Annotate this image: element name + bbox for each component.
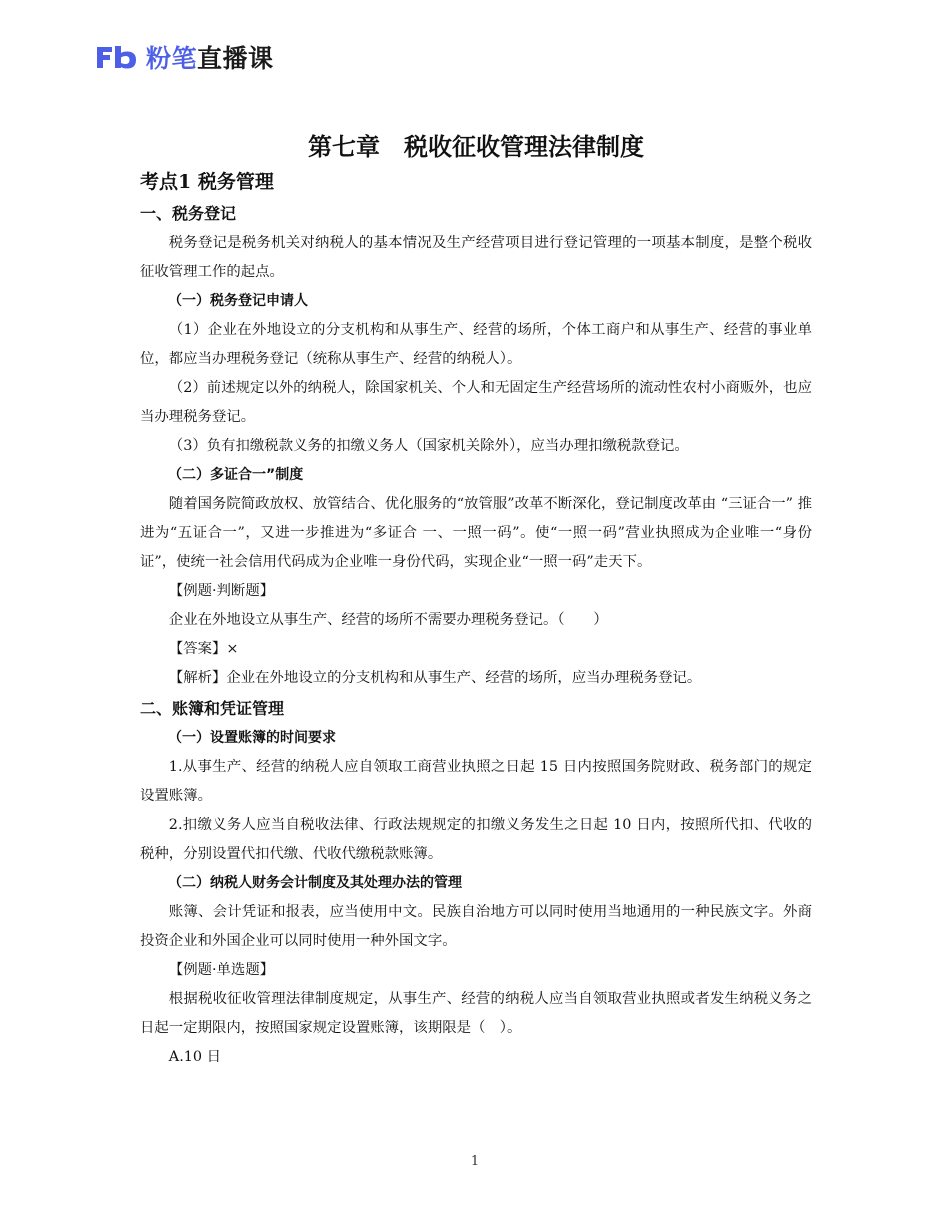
example-label: 【例题·单选题】 bbox=[168, 962, 275, 978]
list-item: 2.扣缴义务人应当自税收法律、行政法规规定的扣缴义务发生之日起 10 日内，按照所代扣、代收的税种，分别设置代扣代缴、代收代缴税款账簿。 bbox=[140, 817, 812, 862]
example-analysis: 【解析】企业在外地设立的分支机构和从事生产、经营的场所，应当办理税务登记。 bbox=[168, 670, 702, 686]
subsection-title: （二）纳税人财务会计制度及其处理办法的管理 bbox=[168, 875, 462, 891]
list-item: （1）企业在外地设立的分支机构和从事生产、经营的场所，个体工商户和从事生产、经营的事业单位，都应当办理税务登记（统称从事生产、经营的纳税人）。 bbox=[140, 322, 812, 367]
fb-logo-icon bbox=[94, 43, 140, 71]
topic-title: 考点1 税务管理 bbox=[140, 171, 274, 193]
subsection-title: （二）多证合一”制度 bbox=[168, 467, 304, 483]
brand-primary: 粉笔 bbox=[146, 44, 198, 73]
list-item: （2）前述规定以外的纳税人，除国家机关、个人和无固定生产经营场所的流动性农村小商贩外，也应当办理税务登记。 bbox=[140, 380, 812, 425]
paragraph: 税务登记是税务机关对纳税人的基本情况及生产经营项目进行登记管理的一项基本制度，是整个税收征收管理工作的起点。 bbox=[140, 235, 812, 280]
chapter-title: 第七章 税收征收管理法律制度 bbox=[308, 132, 644, 161]
example-question: 根据税收征收管理法律制度规定，从事生产、经营的纳税人应当自领取营业执照或者发生纳税义务之日起一定期限内，按照国家规定设置账簿，该期限是（ ）。 bbox=[140, 991, 812, 1036]
example-option-a: A.10 日 bbox=[168, 1049, 222, 1065]
example-label: 【例题·判断题】 bbox=[168, 583, 275, 599]
subsection-title: （一）税务登记申请人 bbox=[168, 293, 308, 309]
brand-logo bbox=[94, 40, 274, 74]
page-number: 1 bbox=[470, 1154, 480, 1169]
paragraph: 账簿、会计凭证和报表，应当使用中文。民族自治地方可以同时使用当地通用的一种民族文字。外商投资企业和外国企业可以同时使用一种外国文字。 bbox=[140, 904, 812, 949]
list-item: 1.从事生产、经营的纳税人应自领取工商营业执照之日起 15 日内按照国务院财政、税务部门的规定设置账簿。 bbox=[140, 759, 812, 804]
example-answer: 【答案】× bbox=[168, 641, 239, 657]
list-item: （3）负有扣缴税款义务的扣缴义务人（国家机关除外），应当办理扣缴税款登记。 bbox=[168, 438, 689, 454]
paragraph: 随着国务院简政放权、放管结合、优化服务的“放管服”改革不断深化，登记制度改革由 “三证合一” 推进为“五证合一”，又进一步推进为“多证合 一、一照一码”。使“一照一码”营业执照成为企业唯一“身份证”，使统一社会信用代码成为企业唯一身份代码，实现企业“一照一码”走天下。 bbox=[140, 496, 812, 570]
document-body bbox=[140, 128, 812, 1072]
brand-secondary: 直播课 bbox=[197, 44, 274, 73]
section-title-tax-registration: 一、税务登记 bbox=[140, 204, 237, 223]
example-question: 企业在外地设立从事生产、经营的场所不需要办理税务登记。（ ） bbox=[168, 612, 608, 628]
brand-name bbox=[146, 39, 274, 75]
section-title-books-vouchers: 二、账簿和凭证管理 bbox=[140, 699, 285, 718]
subsection-title: （一）设置账簿的时间要求 bbox=[168, 730, 336, 746]
